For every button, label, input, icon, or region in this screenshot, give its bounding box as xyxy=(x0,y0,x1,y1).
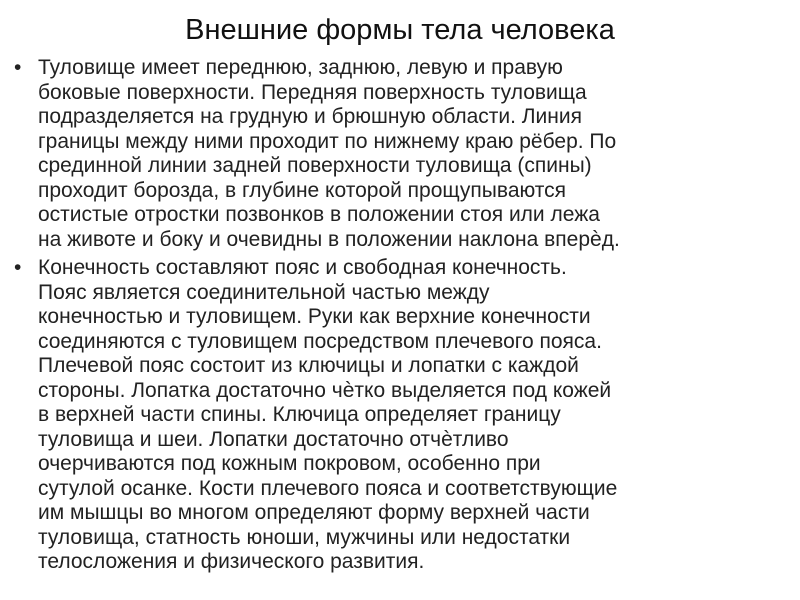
bullet-line: боковые поверхности. Передняя поверхность туловища xyxy=(38,80,587,104)
bullet-line: соединяются с туловищем посредством плечевого пояса. xyxy=(38,329,602,353)
bullet-line: срединной линии задней поверхности туловища (спины) xyxy=(38,154,592,177)
bullet-line: на животе и боку и очевидны в положении наклона вперѐд. xyxy=(38,227,620,251)
bullet-line: очерчиваются под кожным покровом, особенно при xyxy=(38,452,541,475)
bullet-line: конечностью и туловищем. Руки как верхние конечности xyxy=(38,305,591,328)
bullet-line: туловища, статность юноши, мужчины или недостатки xyxy=(38,525,571,549)
bullet-item-limbs xyxy=(14,256,794,575)
bullet-line: сутулой осанке. Кости плечевого пояса и соответствующие xyxy=(38,476,618,500)
bullet-list xyxy=(14,56,794,579)
bullet-line: проходит борозда, в глубине которой прощупываются xyxy=(38,178,567,202)
bullet-line: Плечевой пояс состоит из ключицы и лопатки с каждой xyxy=(38,354,579,377)
bullet-line: границы между ними проходит по нижнему краю рёбер. По xyxy=(38,129,617,153)
slide-title: Внешние формы тела человека xyxy=(185,14,615,46)
bullet-marker: • xyxy=(14,56,22,79)
bullet-line: туловища и шеи. Лопатки достаточно отчѐтливо xyxy=(38,427,509,451)
bullet-line: телосложения и физического развития. xyxy=(38,550,425,573)
bullet-line: в верхней части спины. Ключица определяет границу xyxy=(38,403,561,426)
bullet-line: им мышцы во многом определяют форму верхней части xyxy=(38,501,590,524)
bullet-line: остистые отростки позвонков в положении стоя или лежа xyxy=(38,203,600,226)
bullet-line: Конечность составляют пояс и свободная конечность. xyxy=(38,256,567,279)
bullet-line: подразделяется на грудную и брюшную области. Линия xyxy=(38,105,582,128)
bullet-item-torso xyxy=(14,56,794,252)
bullet-marker: • xyxy=(14,256,22,279)
bullet-line: Пояс является соединительной частью между xyxy=(38,280,490,304)
bullet-line: стороны. Лопатка достаточно чѐтко выделяется под кожей xyxy=(38,378,612,402)
bullet-line: Туловище имеет переднюю, заднюю, левую и правую xyxy=(38,56,563,79)
